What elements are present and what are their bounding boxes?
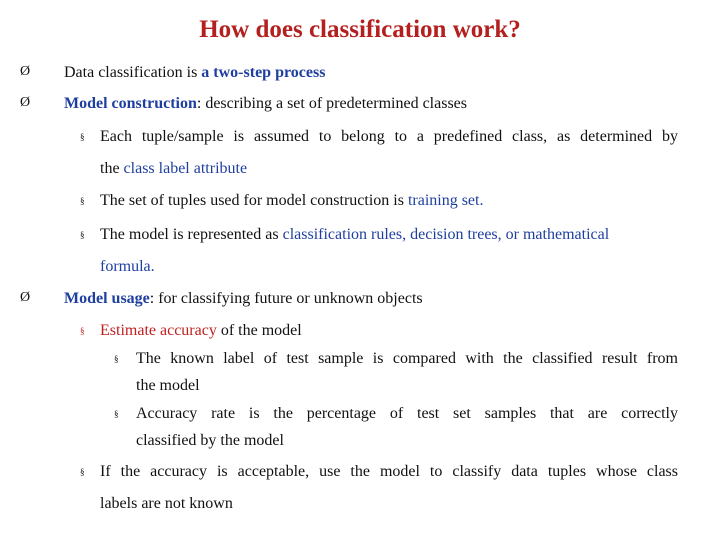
sub-bullet-model-representation-cont: formula.	[100, 258, 155, 275]
slide-title: How does classification work?	[199, 16, 521, 43]
arrow-bullet-icon: Ø	[20, 64, 31, 79]
text: : for classifying future or unknown objects	[149, 290, 423, 307]
square-bullet-icon: §	[80, 467, 85, 477]
text: The model is represented as	[100, 226, 283, 243]
highlight-rules: classification rules, decision trees, or mathematical	[282, 226, 610, 243]
sub-bullet-acceptable-accuracy: If the accuracy is acceptable, use the model to classify data tuples whose class	[100, 463, 678, 480]
subsub-bullet-accuracy-rate-cont: classified by the model	[136, 432, 284, 449]
square-bullet-icon: §	[80, 326, 85, 336]
sub-bullet-tuple-sample: Each tuple/sample is assumed to belong to a predefined class, as determined by	[100, 128, 678, 145]
subsub-bullet-known-label: The known label of test sample is compared with the classified result from	[136, 350, 678, 367]
text: the	[100, 160, 124, 177]
bullet-model-construction	[64, 95, 467, 113]
text: The set of tuples used for model construction is	[100, 192, 408, 209]
square-bullet-icon: §	[80, 132, 85, 142]
highlight-model-usage: Model usage	[64, 290, 150, 307]
text: : describing a set of predetermined classes	[196, 95, 467, 112]
square-bullet-icon: §	[80, 230, 85, 240]
sub-bullet-model-representation	[100, 226, 609, 244]
bullet-model-usage	[64, 290, 423, 308]
sub-bullet-estimate-accuracy	[100, 322, 302, 340]
subsub-bullet-accuracy-rate: Accuracy rate is the percentage of test set samples that are correctly	[136, 405, 678, 422]
text: of the model	[216, 322, 302, 339]
sub-bullet-acceptable-accuracy-cont: labels are not known	[100, 495, 233, 512]
sub-bullet-tuple-sample-cont	[100, 160, 247, 178]
highlight-two-step: a two-step process	[201, 64, 326, 81]
highlight-training-set: training set.	[407, 192, 484, 209]
sub-bullet-training-set	[100, 192, 483, 210]
square-bullet-icon: §	[114, 409, 119, 419]
subsub-bullet-known-label-cont: the model	[136, 377, 200, 394]
square-bullet-icon: §	[80, 196, 85, 206]
arrow-bullet-icon: Ø	[20, 95, 31, 110]
highlight-class-label: class label attribute	[123, 160, 248, 177]
arrow-bullet-icon: Ø	[20, 290, 31, 305]
bullet-data-classification	[64, 64, 325, 82]
square-bullet-icon: §	[114, 354, 119, 364]
highlight-estimate-accuracy: Estimate accuracy	[100, 322, 217, 339]
highlight-model-construction: Model construction	[64, 95, 197, 112]
text: Data classification is	[64, 64, 202, 81]
